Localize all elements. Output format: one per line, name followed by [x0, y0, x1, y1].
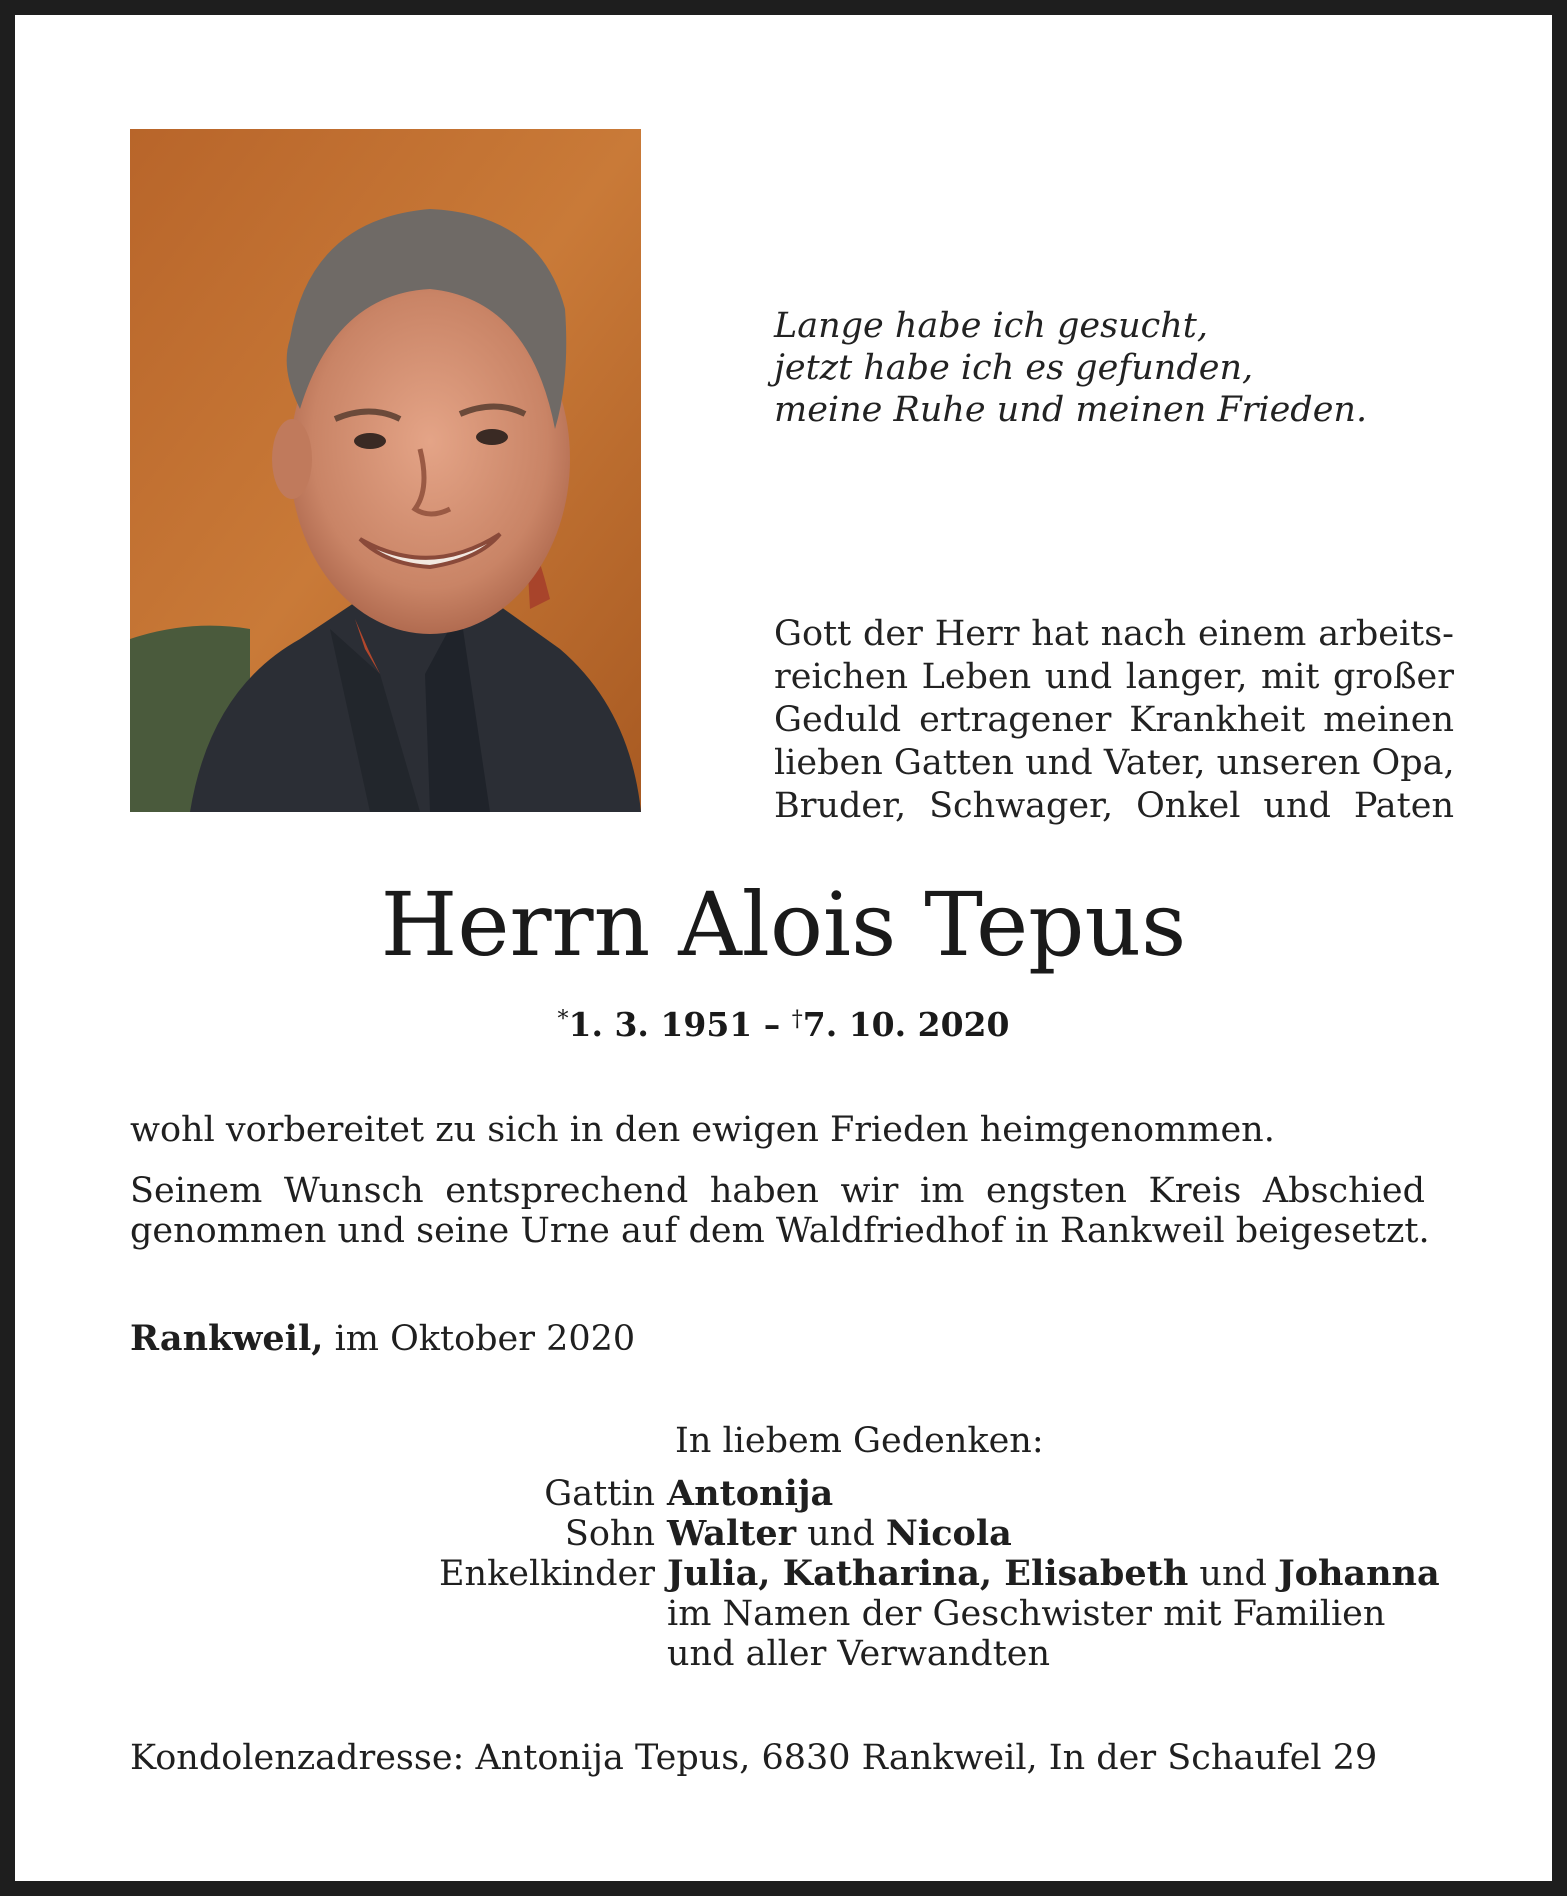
place-town: Rankweil,: [130, 1318, 324, 1359]
mourner-row-siblings: [415, 1594, 1440, 1634]
deceased-name: Herrn Alois Tepus: [380, 873, 1187, 976]
mourner-line: und aller Verwandten: [667, 1634, 1051, 1674]
death-date: 7. 10. 2020: [802, 1005, 1010, 1044]
mourners-list: [415, 1474, 1440, 1674]
paragraph-line: Seinem Wunsch entsprechend haben wir im engsten Kreis Abschied: [130, 1171, 1425, 1211]
mourner-label: Sohn: [564, 1514, 655, 1554]
mourner-label: Gattin: [544, 1474, 655, 1514]
paragraph-burial: [130, 1171, 1430, 1251]
mourner-name: Julia, Katharina, Elisabeth: [667, 1553, 1189, 1594]
place-month: im Oktober 2020: [334, 1319, 636, 1359]
paragraph-heimgenommen: wohl vorbereitet zu sich in den ewigen Frieden heimgenommen.: [130, 1110, 1275, 1150]
mourner-name: Nicola: [885, 1513, 1012, 1554]
mourners-heading: In liebem Gedenken:: [675, 1421, 1044, 1461]
intro-text: [774, 613, 1454, 828]
intro-line: lieben Gatten und Vater, unseren Opa,: [774, 743, 1455, 783]
mourner-row-relatives: [415, 1634, 1440, 1674]
mourner-label: Enkelkinder: [439, 1554, 655, 1594]
mourner-row-son: [415, 1514, 1440, 1554]
condolence-address: Kondolenzadresse: Antonija Tepus, 6830 Rankweil, In der Schaufel 29: [130, 1738, 1378, 1778]
verse-line: jetzt habe ich es gefunden,: [774, 348, 1254, 388]
intro-line: Bruder, Schwager, Onkel und Paten: [774, 786, 1454, 826]
mourner-row-grandchildren: [415, 1554, 1440, 1594]
verse-line: meine Ruhe und meinen Frieden.: [774, 390, 1368, 430]
birth-symbol: *: [557, 1007, 569, 1032]
conjunction: und: [1199, 1554, 1267, 1594]
portrait-photo: [130, 129, 641, 812]
mourner-name: Walter: [667, 1513, 797, 1554]
conjunction: und: [807, 1514, 875, 1554]
verse-line: Lange habe ich gesucht,: [774, 306, 1208, 346]
death-symbol: †: [791, 1007, 803, 1032]
intro-line: Gott der Herr hat nach einem arbeits-: [774, 614, 1454, 654]
mourner-name: Johanna: [1278, 1553, 1440, 1594]
intro-line: Geduld ertragener Krankheit meinen: [774, 700, 1454, 740]
life-dates: [15, 1000, 1552, 1045]
obituary-page: [15, 15, 1552, 1881]
mourner-line: im Namen der Geschwister mit Familien: [667, 1594, 1386, 1634]
intro-line: reichen Leben und langer, mit großer: [774, 657, 1454, 697]
mourner-name: Antonija: [667, 1473, 834, 1514]
paragraph-line: genommen und seine Urne auf dem Waldfriedhof in Rankweil beigesetzt.: [130, 1211, 1430, 1251]
birth-date: 1. 3. 1951: [568, 1005, 753, 1044]
date-separator: –: [763, 1005, 781, 1044]
mourner-row-spouse: [415, 1474, 1440, 1514]
verse: [774, 305, 1367, 431]
place-date: [130, 1317, 635, 1361]
